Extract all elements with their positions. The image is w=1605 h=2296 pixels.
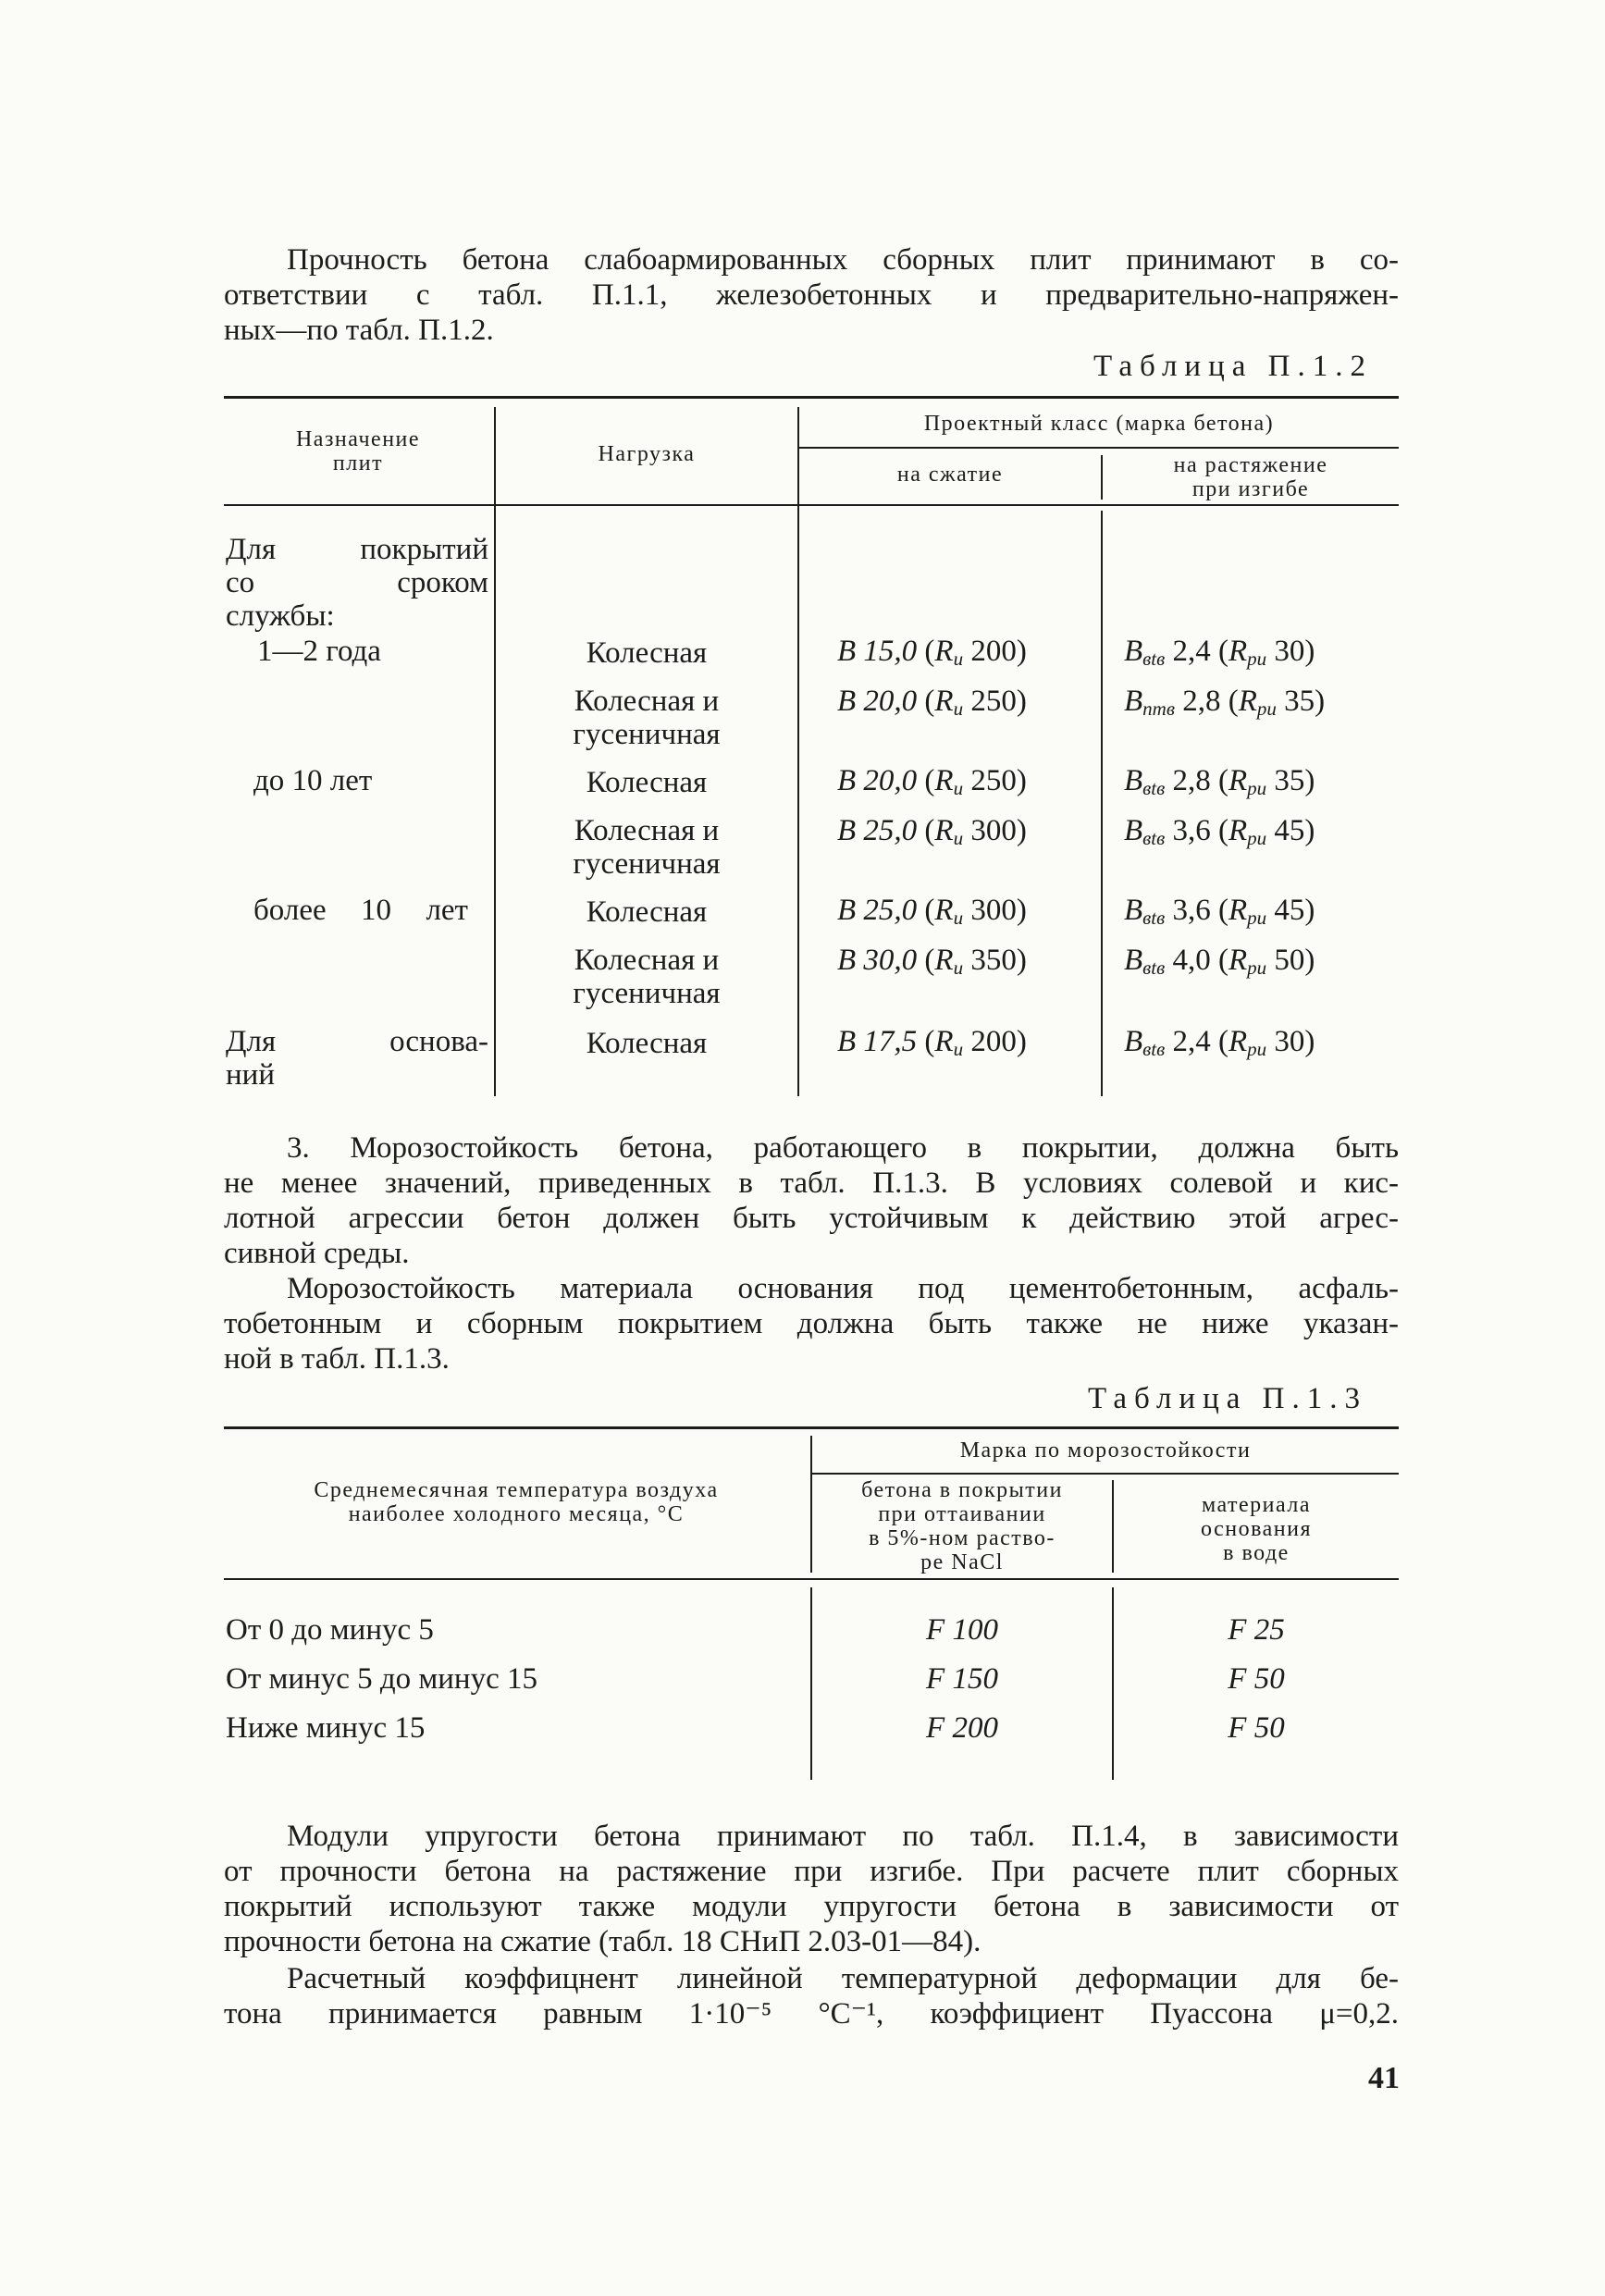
r-sub: и — [953, 957, 964, 979]
table-2-row-5-purpose — [253, 894, 468, 927]
tens-class: 4,0 — [1172, 944, 1211, 977]
purpose-word: более — [253, 894, 327, 927]
r-sub: ри — [1256, 697, 1277, 720]
table-2-row-3-comp: B 20,0 ($R_и$ 250) — [837, 764, 1027, 799]
purpose-word: 10 — [361, 894, 392, 927]
tens-class: 3,6 — [1172, 814, 1211, 847]
table-2-row-7-purpose — [226, 1025, 488, 1092]
comp-grade: 300 — [970, 814, 1017, 847]
tens-sub: птв — [1142, 697, 1175, 720]
tens-grade: 30 — [1274, 1025, 1305, 1058]
table-3-header-temp-line-2: наиболее холодного месяца, °С — [348, 1502, 685, 1526]
table-3-row-1-concrete: F 100 — [926, 1613, 998, 1647]
intro-line-1: Прочность бетона слабоармированных сборных плит принимают в со- — [287, 243, 1399, 277]
tens-grade: 45 — [1274, 894, 1305, 927]
para5-line-2: от прочности бетона на растяжение при изгибе. При расчете плит сборных — [224, 1855, 1399, 1888]
group-title-word: покрытий — [360, 533, 488, 566]
table-2-row-6-comp: B 30,0 ($R_и$ 350) — [837, 944, 1027, 979]
table-2-header-load: Нагрузка — [598, 442, 696, 466]
load-line: гусеничная — [573, 977, 721, 1010]
table-2-row-7-comp: B 17,5 ($R_и$ 200) — [837, 1025, 1027, 1060]
tens-class: 2,8 — [1182, 685, 1221, 718]
tens-class: 3,6 — [1172, 894, 1211, 927]
tens-sub: вtв — [1142, 777, 1166, 799]
table-3-group-rule — [812, 1473, 1399, 1475]
load-line: гусеничная — [573, 718, 721, 751]
table-3-row-2-concrete: F 150 — [926, 1662, 998, 1696]
comp-grade: 350 — [970, 944, 1017, 977]
table-2-row-4-comp: B 25,0 ($R_и$ 300) — [837, 814, 1027, 849]
r-sub: и — [953, 777, 964, 799]
table-2-row-5-comp: B 25,0 ($R_и$ 300) — [837, 894, 1027, 929]
table-2-row-2-tens: $B_{птв}$ 2,8 ($R_{ри}$ 35) — [1124, 685, 1326, 720]
table-2-header-rule — [224, 504, 1399, 506]
table-2-divider-2 — [797, 407, 799, 1096]
table-3-header-group: Марка по морозостойкости — [959, 1438, 1252, 1463]
purpose-word: основа- — [389, 1025, 488, 1058]
tens-class: 2,8 — [1172, 764, 1211, 797]
load-line: Колесная и — [574, 944, 720, 977]
table-3-caption: Таблица П.1.3 — [1088, 1382, 1367, 1415]
comp-grade: 250 — [970, 764, 1017, 797]
tens-grade: 35 — [1284, 685, 1315, 718]
comp-grade: 250 — [970, 685, 1017, 718]
intro-line-2: ответствии с табл. П.1.1, железобетонных и предварительно-напряжен- — [224, 278, 1399, 312]
tens-class: 2,4 — [1172, 635, 1211, 668]
load-line: Колесная и — [574, 814, 720, 847]
table-3-row-2-base: F 50 — [1228, 1662, 1285, 1696]
table-2-row-4-load — [496, 814, 797, 881]
comp-grade: 200 — [970, 635, 1017, 668]
table-3-row-3-temp: Ниже минус 15 — [226, 1711, 426, 1745]
table-2-header-class: Проектный класс (марка бетона) — [923, 412, 1275, 436]
header-line: в 5%-ном раство- — [869, 1526, 1056, 1550]
r-sub: ри — [1247, 648, 1267, 670]
r-sub: ри — [1247, 957, 1267, 979]
table-2-header-compression: на сжатие — [896, 463, 1004, 487]
header-line: материала — [1201, 1493, 1312, 1517]
comp-class: B 30,0 — [837, 944, 918, 977]
header-line: бетона в покрытии — [861, 1478, 1063, 1502]
para3-line-3: лотной агрессии бетон должен быть устойчивым к действию этой агрес- — [224, 1202, 1399, 1235]
r-sub: и — [953, 648, 964, 670]
table-3-row-1-temp: От 0 до минус 5 — [226, 1613, 434, 1647]
paragraph-5 — [224, 1819, 1399, 1959]
header-line: при оттаивании — [878, 1502, 1046, 1526]
tens-sub: вtв — [1142, 1038, 1166, 1060]
table-3-header-rule — [224, 1578, 1399, 1580]
tens-grade: 45 — [1274, 814, 1305, 847]
header-line: основания — [1201, 1517, 1312, 1541]
paragraph-6 — [224, 1961, 1399, 2031]
tens-grade: 35 — [1274, 764, 1305, 797]
table-2-header-purpose-line-1: Назначение — [295, 427, 421, 451]
table-2-row-6-load — [496, 944, 797, 1010]
r-sub: ри — [1247, 827, 1267, 849]
table-2-row-2-load — [496, 685, 797, 751]
table-2-divider-3b — [1101, 511, 1103, 1096]
table-3-row-1-base: F 25 — [1228, 1613, 1285, 1647]
tens-grade: 50 — [1274, 944, 1305, 977]
purpose-word: Для — [226, 1025, 277, 1058]
group-title-word: сроком — [397, 566, 488, 599]
table-2-header-tension-line-2: при изгибе — [1191, 477, 1310, 501]
table-2-row-3-tens: $B_{вtв}$ 2,8 ($R_{ри}$ 35) — [1124, 764, 1315, 799]
r-sub: ри — [1247, 1038, 1267, 1060]
table-3-header-base — [1114, 1493, 1399, 1565]
para4-line-3: ной в табл. П.1.3. — [224, 1342, 450, 1376]
intro-paragraph — [224, 242, 1399, 348]
para5-line-1: Модули упругости бетона принимают по табл. П.1.4, в зависимости — [287, 1820, 1399, 1853]
table-2-header-tension-line-1: на растяжение — [1173, 453, 1328, 477]
para5-line-3: покрытий используют также модули упругости бетона в зависимости от — [224, 1890, 1399, 1923]
table-2-row-1-purpose: 1—2 года — [257, 635, 381, 668]
table-3-row-2-temp: От минус 5 до минус 15 — [226, 1662, 537, 1696]
group-title-word: Для — [226, 533, 277, 566]
para5-line-4: прочности бетона на сжатие (табл. 18 СНиП 2.03-01—84). — [224, 1925, 982, 1958]
table-3-row-3-concrete: F 200 — [926, 1711, 998, 1745]
r-sub: и — [953, 907, 964, 929]
r-sub: ри — [1247, 907, 1267, 929]
table-2-caption: Таблица П.1.2 — [1093, 350, 1373, 383]
para3-line-2: не менее значений, приведенных в табл. П.1.3. В условиях солевой и кис- — [224, 1167, 1399, 1200]
para6-line-2: тона принимается равным 1·10⁻⁵ °С⁻¹, коэффициент Пуассона μ=0,2. — [224, 1997, 1399, 2031]
para3-line-4: сивной среды. — [224, 1237, 410, 1270]
purpose-line: ний — [226, 1058, 275, 1092]
group-title-word: со — [226, 566, 255, 599]
load-line: гусеничная — [573, 847, 721, 881]
table-2-row-6-tens: $B_{вtв}$ 4,0 ($R_{ри}$ 50) — [1124, 944, 1315, 979]
purpose-word: лет — [426, 894, 468, 927]
comp-grade: 300 — [970, 894, 1017, 927]
table-2-row-7-load: Колесная — [586, 1027, 708, 1060]
table-2-header-tension — [1103, 453, 1399, 501]
para4-line-1: Морозостойкость материала основания под цементобетонным, асфаль- — [287, 1272, 1399, 1305]
table-3-header-concrete — [812, 1478, 1112, 1574]
table-2-row-5-load: Колесная — [586, 895, 708, 929]
paragraph-4 — [224, 1271, 1399, 1376]
tens-class: 2,4 — [1172, 1025, 1211, 1058]
table-2-row-1-comp: B 15,0 ($R_и$ 200) — [837, 635, 1027, 670]
page-number: 41 — [1368, 2061, 1400, 2095]
r-sub: и — [953, 827, 964, 849]
table-3-row-3-base: F 50 — [1228, 1711, 1285, 1745]
comp-class: B 15,0 — [837, 635, 918, 668]
r-sub: и — [953, 1038, 964, 1060]
table-2-row-3-purpose: до 10 лет — [253, 764, 373, 797]
load-line: Колесная и — [574, 685, 720, 718]
table-2-header-purpose-line-2: плит — [332, 451, 384, 475]
table-2-header-purpose — [224, 427, 492, 475]
tens-sub: вtв — [1142, 827, 1166, 849]
para3-line-1: 3. Морозостойкость бетона, работающего в покрытии, должна быть — [287, 1131, 1399, 1165]
header-line: ре NaCl — [920, 1550, 1004, 1574]
table-2-row-1-load: Колесная — [586, 636, 708, 670]
tens-grade: 30 — [1274, 635, 1305, 668]
paragraph-3 — [224, 1130, 1399, 1271]
comp-class: B 25,0 — [837, 814, 918, 847]
table-2-row-1-tens: $B_{вtв}$ 2,4 ($R_{ри}$ 30) — [1124, 635, 1315, 670]
comp-class: B 17,5 — [837, 1025, 918, 1058]
tens-sub: вtв — [1142, 907, 1166, 929]
table-2-top-rule — [224, 396, 1399, 399]
comp-class: B 20,0 — [837, 685, 918, 718]
comp-grade: 200 — [970, 1025, 1017, 1058]
tens-sub: вtв — [1142, 648, 1166, 670]
table-2-row-5-tens: $B_{вtв}$ 3,6 ($R_{ри}$ 45) — [1124, 894, 1315, 929]
comp-class: B 20,0 — [837, 764, 918, 797]
tens-sub: вtв — [1142, 957, 1166, 979]
intro-line-3: ных—по табл. П.1.2. — [224, 314, 494, 347]
table-2-row-7-tens: $B_{вtв}$ 2,4 ($R_{ри}$ 30) — [1124, 1025, 1315, 1060]
r-sub: и — [953, 697, 964, 720]
table-2-row-2-comp: B 20,0 ($R_и$ 250) — [837, 685, 1027, 720]
table-2-group-title — [226, 533, 488, 633]
para4-line-2: тобетонным и сборным покрытием должна быть также не ниже указан- — [224, 1307, 1399, 1340]
table-2-row-3-load: Колесная — [586, 766, 708, 799]
table-3-top-rule — [224, 1426, 1399, 1429]
para6-line-1: Расчетный коэффицнент линейной температурной деформации для бе- — [287, 1962, 1399, 1995]
r-sub: ри — [1247, 777, 1267, 799]
table-2-row-4-tens: $B_{вtв}$ 3,6 ($R_{ри}$ 45) — [1124, 814, 1315, 849]
table-2-class-rule — [797, 447, 1399, 449]
group-title-line-3: службы: — [226, 599, 335, 633]
table-3-header-temp — [224, 1478, 809, 1526]
comp-class: B 25,0 — [837, 894, 918, 927]
header-line: в воде — [1223, 1541, 1290, 1565]
table-3-header-temp-line-1: Среднемесячная температура воздуха — [314, 1478, 719, 1502]
